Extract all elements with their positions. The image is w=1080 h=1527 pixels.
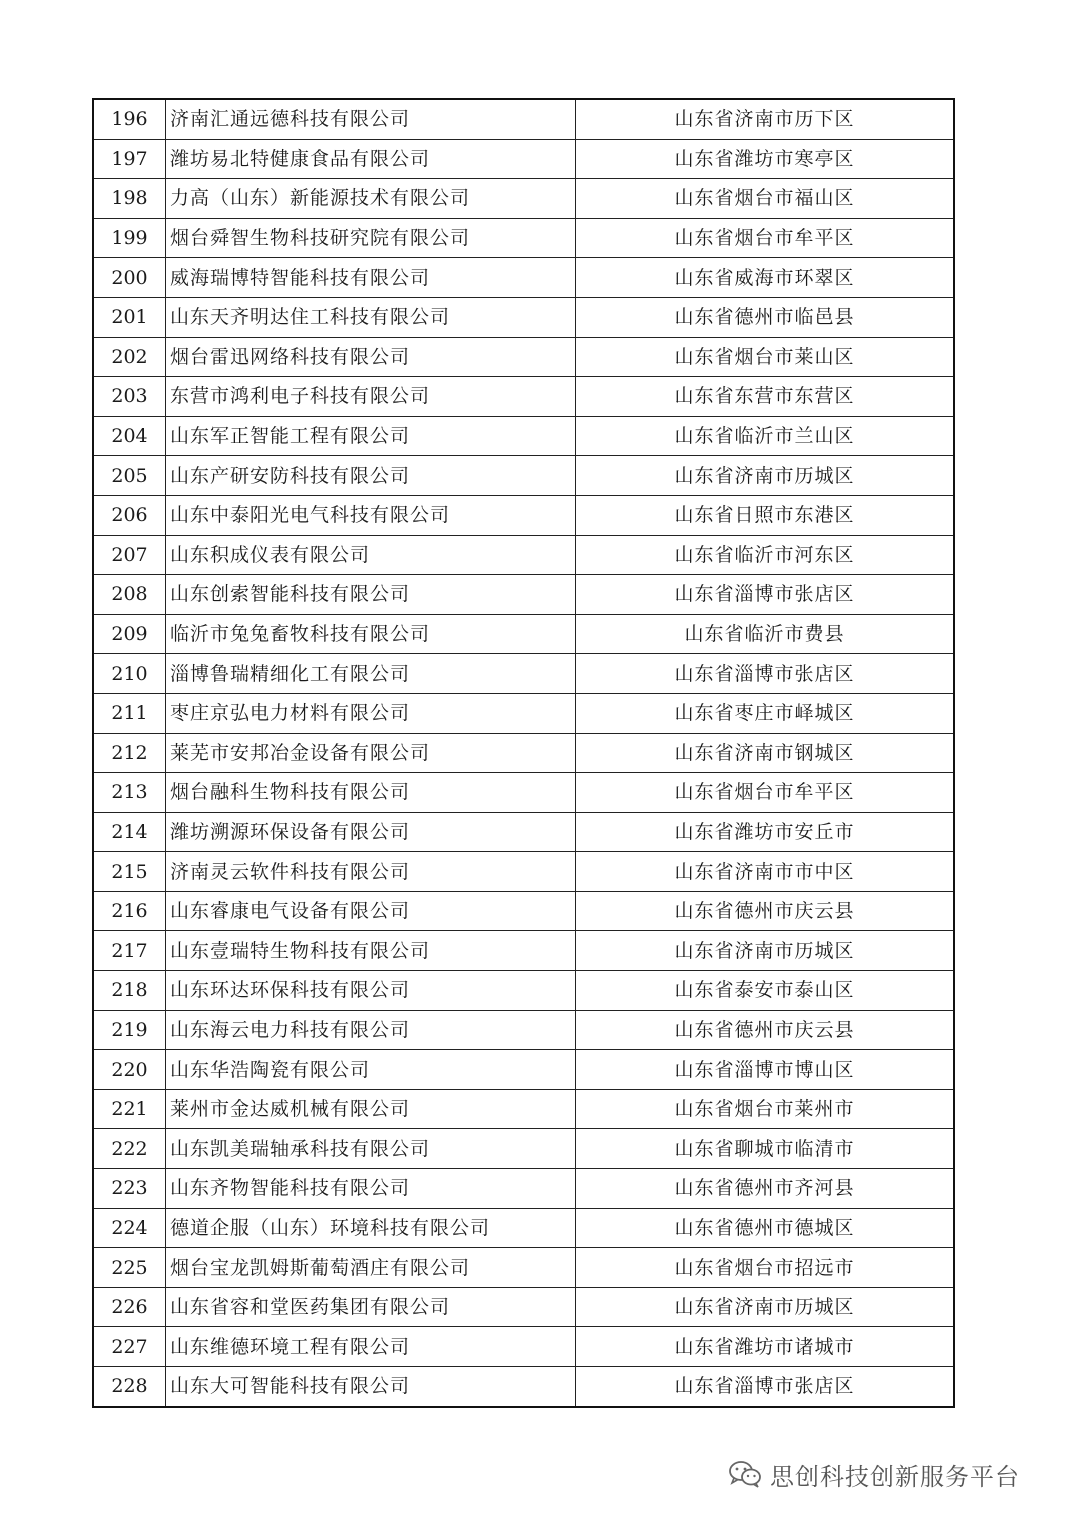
table-row (93, 1248, 954, 1288)
table-row (93, 218, 954, 258)
company-name: 枣庄京弘电力材料有限公司 (166, 693, 576, 733)
company-name: 莱芜市安邦冶金设备有限公司 (166, 733, 576, 773)
row-number: 208 (93, 575, 166, 615)
company-region: 山东省潍坊市诸城市 (576, 1327, 955, 1367)
row-number: 211 (93, 693, 166, 733)
company-name: 淄博鲁瑞精细化工有限公司 (166, 654, 576, 694)
company-region: 山东省德州市庆云县 (576, 891, 955, 931)
company-region: 山东省淄博市博山区 (576, 1050, 955, 1090)
row-number: 221 (93, 1089, 166, 1129)
company-region: 山东省济南市历城区 (576, 1287, 955, 1327)
company-name: 潍坊溯源环保设备有限公司 (166, 812, 576, 852)
table-row (93, 852, 954, 892)
watermark-text: 思创科技创新服务平台 (770, 1462, 1020, 1491)
company-region: 山东省济南市历下区 (576, 99, 955, 139)
row-number: 216 (93, 891, 166, 931)
table-row (93, 495, 954, 535)
row-number: 206 (93, 495, 166, 535)
company-region: 山东省烟台市牟平区 (576, 773, 955, 813)
table-row (93, 377, 954, 417)
row-number: 227 (93, 1327, 166, 1367)
company-region: 山东省日照市东港区 (576, 495, 955, 535)
company-table-body (93, 99, 954, 1407)
company-region: 山东省潍坊市安丘市 (576, 812, 955, 852)
company-region: 山东省临沂市河东区 (576, 535, 955, 575)
company-region: 山东省泰安市泰山区 (576, 971, 955, 1011)
row-number: 198 (93, 179, 166, 219)
company-region: 山东省临沂市费县 (576, 614, 955, 654)
row-number: 204 (93, 416, 166, 456)
company-region: 山东省烟台市福山区 (576, 179, 955, 219)
table-row (93, 654, 954, 694)
row-number: 201 (93, 297, 166, 337)
table-row (93, 1089, 954, 1129)
row-number: 213 (93, 773, 166, 813)
company-name: 潍坊易北特健康食品有限公司 (166, 139, 576, 179)
table-row (93, 693, 954, 733)
company-region: 山东省德州市德城区 (576, 1208, 955, 1248)
table-row (93, 773, 954, 813)
table-row (93, 1050, 954, 1090)
company-region: 山东省临沂市兰山区 (576, 416, 955, 456)
company-name: 山东睿康电气设备有限公司 (166, 891, 576, 931)
company-region: 山东省潍坊市寒亭区 (576, 139, 955, 179)
company-name: 山东中泰阳光电气科技有限公司 (166, 495, 576, 535)
row-number: 196 (93, 99, 166, 139)
company-name: 山东齐物智能科技有限公司 (166, 1169, 576, 1209)
company-name: 德道企服（山东）环境科技有限公司 (166, 1208, 576, 1248)
row-number: 226 (93, 1287, 166, 1327)
company-region: 山东省枣庄市峄城区 (576, 693, 955, 733)
table-row (93, 1208, 954, 1248)
table-row (93, 179, 954, 219)
company-name: 山东大可智能科技有限公司 (166, 1367, 576, 1407)
company-region: 山东省济南市市中区 (576, 852, 955, 892)
company-name: 威海瑞博特智能科技有限公司 (166, 258, 576, 298)
table-row (93, 258, 954, 298)
company-name: 山东军正智能工程有限公司 (166, 416, 576, 456)
row-number: 217 (93, 931, 166, 971)
table-row (93, 971, 954, 1011)
company-region: 山东省淄博市张店区 (576, 575, 955, 615)
company-name: 莱州市金达威机械有限公司 (166, 1089, 576, 1129)
row-number: 219 (93, 1010, 166, 1050)
company-region: 山东省威海市环翠区 (576, 258, 955, 298)
row-number: 202 (93, 337, 166, 377)
company-table (92, 98, 955, 1408)
company-region: 山东省德州市齐河县 (576, 1169, 955, 1209)
company-region: 山东省东营市东营区 (576, 377, 955, 417)
watermark (728, 1456, 1020, 1492)
row-number: 210 (93, 654, 166, 694)
table-row (93, 891, 954, 931)
row-number: 205 (93, 456, 166, 496)
company-region: 山东省烟台市招远市 (576, 1248, 955, 1288)
company-region: 山东省德州市临邑县 (576, 297, 955, 337)
row-number: 212 (93, 733, 166, 773)
company-region: 山东省烟台市牟平区 (576, 218, 955, 258)
row-number: 200 (93, 258, 166, 298)
table-row (93, 1169, 954, 1209)
row-number: 222 (93, 1129, 166, 1169)
row-number: 197 (93, 139, 166, 179)
company-name: 山东海云电力科技有限公司 (166, 1010, 576, 1050)
table-row (93, 1287, 954, 1327)
table-row (93, 575, 954, 615)
company-name: 山东环达环保科技有限公司 (166, 971, 576, 1011)
company-name: 山东省容和堂医药集团有限公司 (166, 1287, 576, 1327)
company-region: 山东省济南市历城区 (576, 931, 955, 971)
row-number: 225 (93, 1248, 166, 1288)
table-row (93, 1367, 954, 1407)
table-row (93, 139, 954, 179)
company-name: 临沂市兔兔畜牧科技有限公司 (166, 614, 576, 654)
company-region: 山东省济南市历城区 (576, 456, 955, 496)
company-region: 山东省烟台市莱山区 (576, 337, 955, 377)
company-region: 山东省淄博市张店区 (576, 1367, 955, 1407)
company-region: 山东省烟台市莱州市 (576, 1089, 955, 1129)
table-row (93, 614, 954, 654)
table-row (93, 733, 954, 773)
company-name: 烟台雷迅网络科技有限公司 (166, 337, 576, 377)
company-name: 山东维德环境工程有限公司 (166, 1327, 576, 1367)
company-name: 烟台融科生物科技有限公司 (166, 773, 576, 813)
table-row (93, 931, 954, 971)
company-region: 山东省德州市庆云县 (576, 1010, 955, 1050)
company-region: 山东省济南市钢城区 (576, 733, 955, 773)
table-row (93, 1010, 954, 1050)
row-number: 209 (93, 614, 166, 654)
row-number: 214 (93, 812, 166, 852)
company-name: 东营市鸿利电子科技有限公司 (166, 377, 576, 417)
table-row (93, 416, 954, 456)
company-name: 山东创索智能科技有限公司 (166, 575, 576, 615)
company-name: 山东壹瑞特生物科技有限公司 (166, 931, 576, 971)
company-name: 山东天齐明达住工科技有限公司 (166, 297, 576, 337)
company-name: 山东华浩陶瓷有限公司 (166, 1050, 576, 1090)
row-number: 220 (93, 1050, 166, 1090)
row-number: 224 (93, 1208, 166, 1248)
wechat-icon (728, 1460, 762, 1488)
table-row (93, 812, 954, 852)
company-name: 山东积成仪表有限公司 (166, 535, 576, 575)
company-name: 山东产研安防科技有限公司 (166, 456, 576, 496)
table-row (93, 337, 954, 377)
table-row (93, 535, 954, 575)
company-name: 山东凯美瑞轴承科技有限公司 (166, 1129, 576, 1169)
company-region: 山东省聊城市临清市 (576, 1129, 955, 1169)
row-number: 223 (93, 1169, 166, 1209)
table-row (93, 1327, 954, 1367)
table-row (93, 1129, 954, 1169)
company-name: 烟台舜智生物科技研究院有限公司 (166, 218, 576, 258)
company-name: 济南灵云软件科技有限公司 (166, 852, 576, 892)
row-number: 215 (93, 852, 166, 892)
table-row (93, 99, 954, 139)
company-name: 烟台宝龙凯姆斯葡萄酒庄有限公司 (166, 1248, 576, 1288)
company-name: 力高（山东）新能源技术有限公司 (166, 179, 576, 219)
row-number: 203 (93, 377, 166, 417)
table-row (93, 456, 954, 496)
row-number: 207 (93, 535, 166, 575)
company-region: 山东省淄博市张店区 (576, 654, 955, 694)
company-name: 济南汇通远德科技有限公司 (166, 99, 576, 139)
table-row (93, 297, 954, 337)
row-number: 199 (93, 218, 166, 258)
row-number: 228 (93, 1367, 166, 1407)
row-number: 218 (93, 971, 166, 1011)
